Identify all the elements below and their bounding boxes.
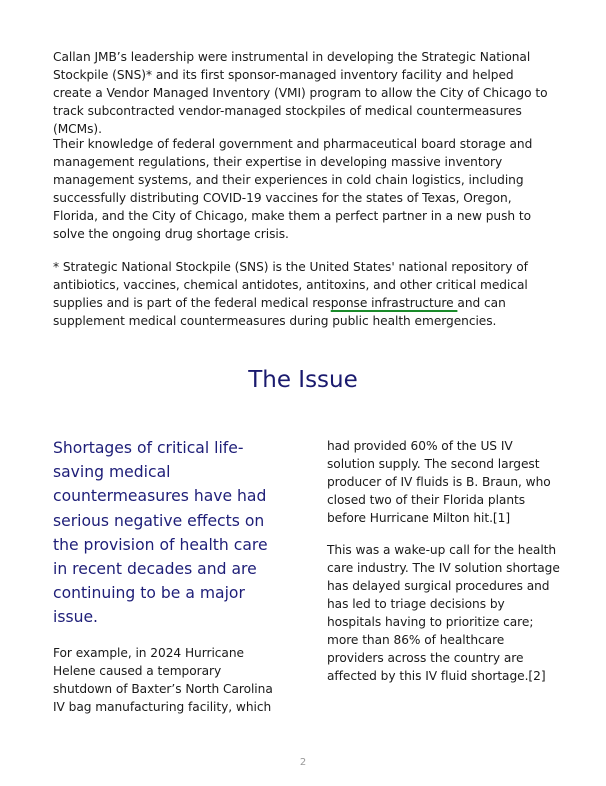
intro-paragraph-knowledge: Their knowledge of federal government and pharmaceutical board storage and management regulations, their expertise in developing massive inventory management systems, and their experiences in cold chain logistics, including successfully distributing COVID-19 vaccines for the states of Texas, Oregon, Florida, and the City of Chicago, make them a perfect partner in a new push to solve the ongoing drug shortage crisis. [53,137,533,241]
pull-quote: Shortages of critical life-saving medical countermeasures have had serious negative effects on the provision of health care in recent decades and are continuing to be a major issue. [53,439,268,627]
footnote-text-end: and can supplement medical countermeasures during public health emergencies. [53,296,506,328]
right-column-paragraph-2: This was a wake-up call for the health care industry. The IV solution shortage has delayed surgical procedures and has led to triage decisions by hospitals having to prioritize care; more than 86% of healthcare providers across the country are affected by this IV fluid shortage.[2] [327,543,560,683]
left-column [53,436,283,730]
right-column [327,437,562,699]
right-column-paragraph-1: had provided 60% of the US IV solution supply. The second largest producer of IV fluids is B. Braun, who closed two of their Florida plants before Hurricane Milton hit.[1] [327,439,551,525]
left-column-paragraph: For example, in 2024 Hurricane Helene caused a temporary shutdown of Baxter’s North Carolina IV bag manufacturing facility, which [53,645,273,714]
page-number: 2 [299,757,307,768]
intro-paragraph-leadership: Callan JMB’s leadership were instrumental in developing the Strategic National Stockpile (SNS)* and its first sponsor-managed inventory facility and helped create a Vendor Managed Inventory (VMI) program to allow the City of Chicago to track subcontracted vendor-managed stockpiles of medical countermeasures (MCMs). [53,50,548,136]
grammar-suggestion-underline[interactable]: ponse infrastructure [330,296,458,310]
section-title: The Issue [248,367,358,393]
footnote-text-start: * Strategic National Stockpile (SNS) is the United States' national repository of antibiotics, vaccines, chemical antidotes, antitoxins, and other critical medical supplies and is part of the federal medical res [53,260,528,310]
sns-footnote [53,258,553,330]
